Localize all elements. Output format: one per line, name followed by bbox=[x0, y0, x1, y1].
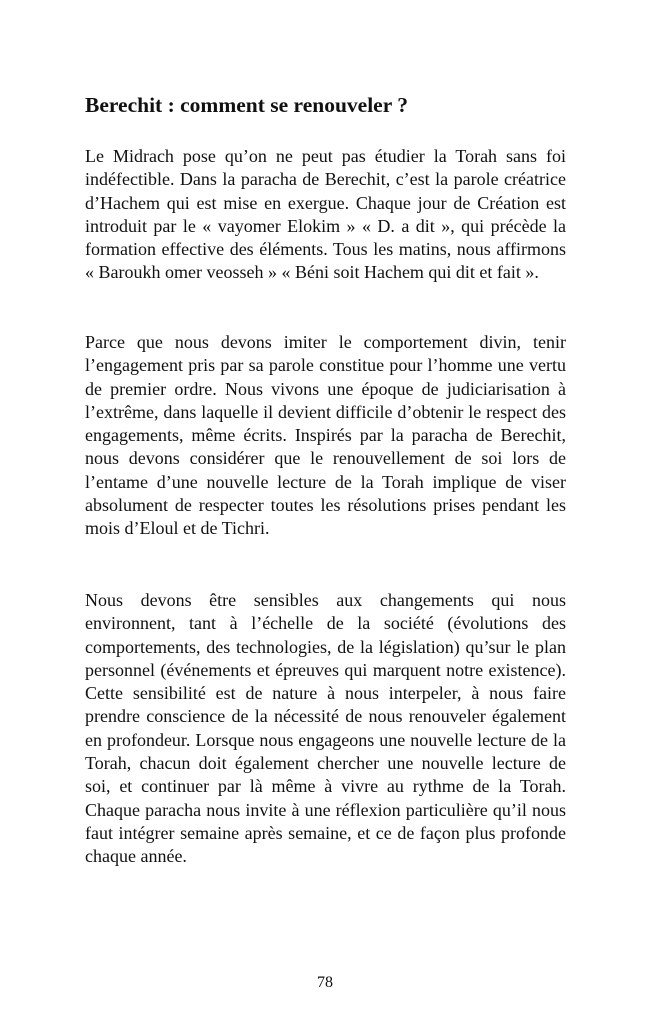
paragraph-1: Le Midrach pose qu’on ne peut pas étudier la Torah sans foi indéfectible. Dans la paracha de Berechit, c’est la parole créatrice d’Hachem qui est mise en exergue. Chaque jour de Création est introduit par le « vayomer Elokim » « D. a dit », qui précède la formation effective des éléments. Tous les matins, nous affirmons « Baroukh omer veosseh » « Béni soit Hachem qui dit et fait ». bbox=[85, 146, 566, 283]
page-number: 78 bbox=[317, 974, 333, 991]
paragraph-2: Parce que nous devons imiter le comportement divin, tenir l’engagement pris par sa parole constitue pour l’homme une vertu de premier ordre. Nous vivons une époque de judiciarisation à l’extrême, dans laquelle il devient difficile d’obtenir le respect des engagements, même écrits. Inspirés par la paracha de Berechit, nous devons considérer que le renouvellement de soi lors de l’entame d’une nouvelle lecture de la Torah implique de viser absolument de respecter toutes les résolutions prises pendant les mois d’Eloul et de Tichri. bbox=[85, 332, 566, 539]
page-title: Berechit : comment se renouveler ? bbox=[85, 93, 409, 117]
paragraph-3: Nous devons être sensibles aux changements qui nous environnent, tant à l’échelle de la société (évolutions des comportements, des technologies, de la législation) qu’sur le plan personnel (événements et épreuves qui marquent notre existence). Cette sensibilité est de nature à nous interpeler, à nous faire prendre conscience de la nécessité de nous renouveler également en profondeur. Lorsque nous engageons une nouvelle lecture de la Torah, chacun doit également chercher une nouvelle lecture de soi, et continuer par là même à vivre au rythme de la Torah. Chaque paracha nous invite à une réflexion particulière qu’il nous faut intégrer semaine après semaine, et ce de façon plus profonde chaque année. bbox=[85, 590, 566, 867]
